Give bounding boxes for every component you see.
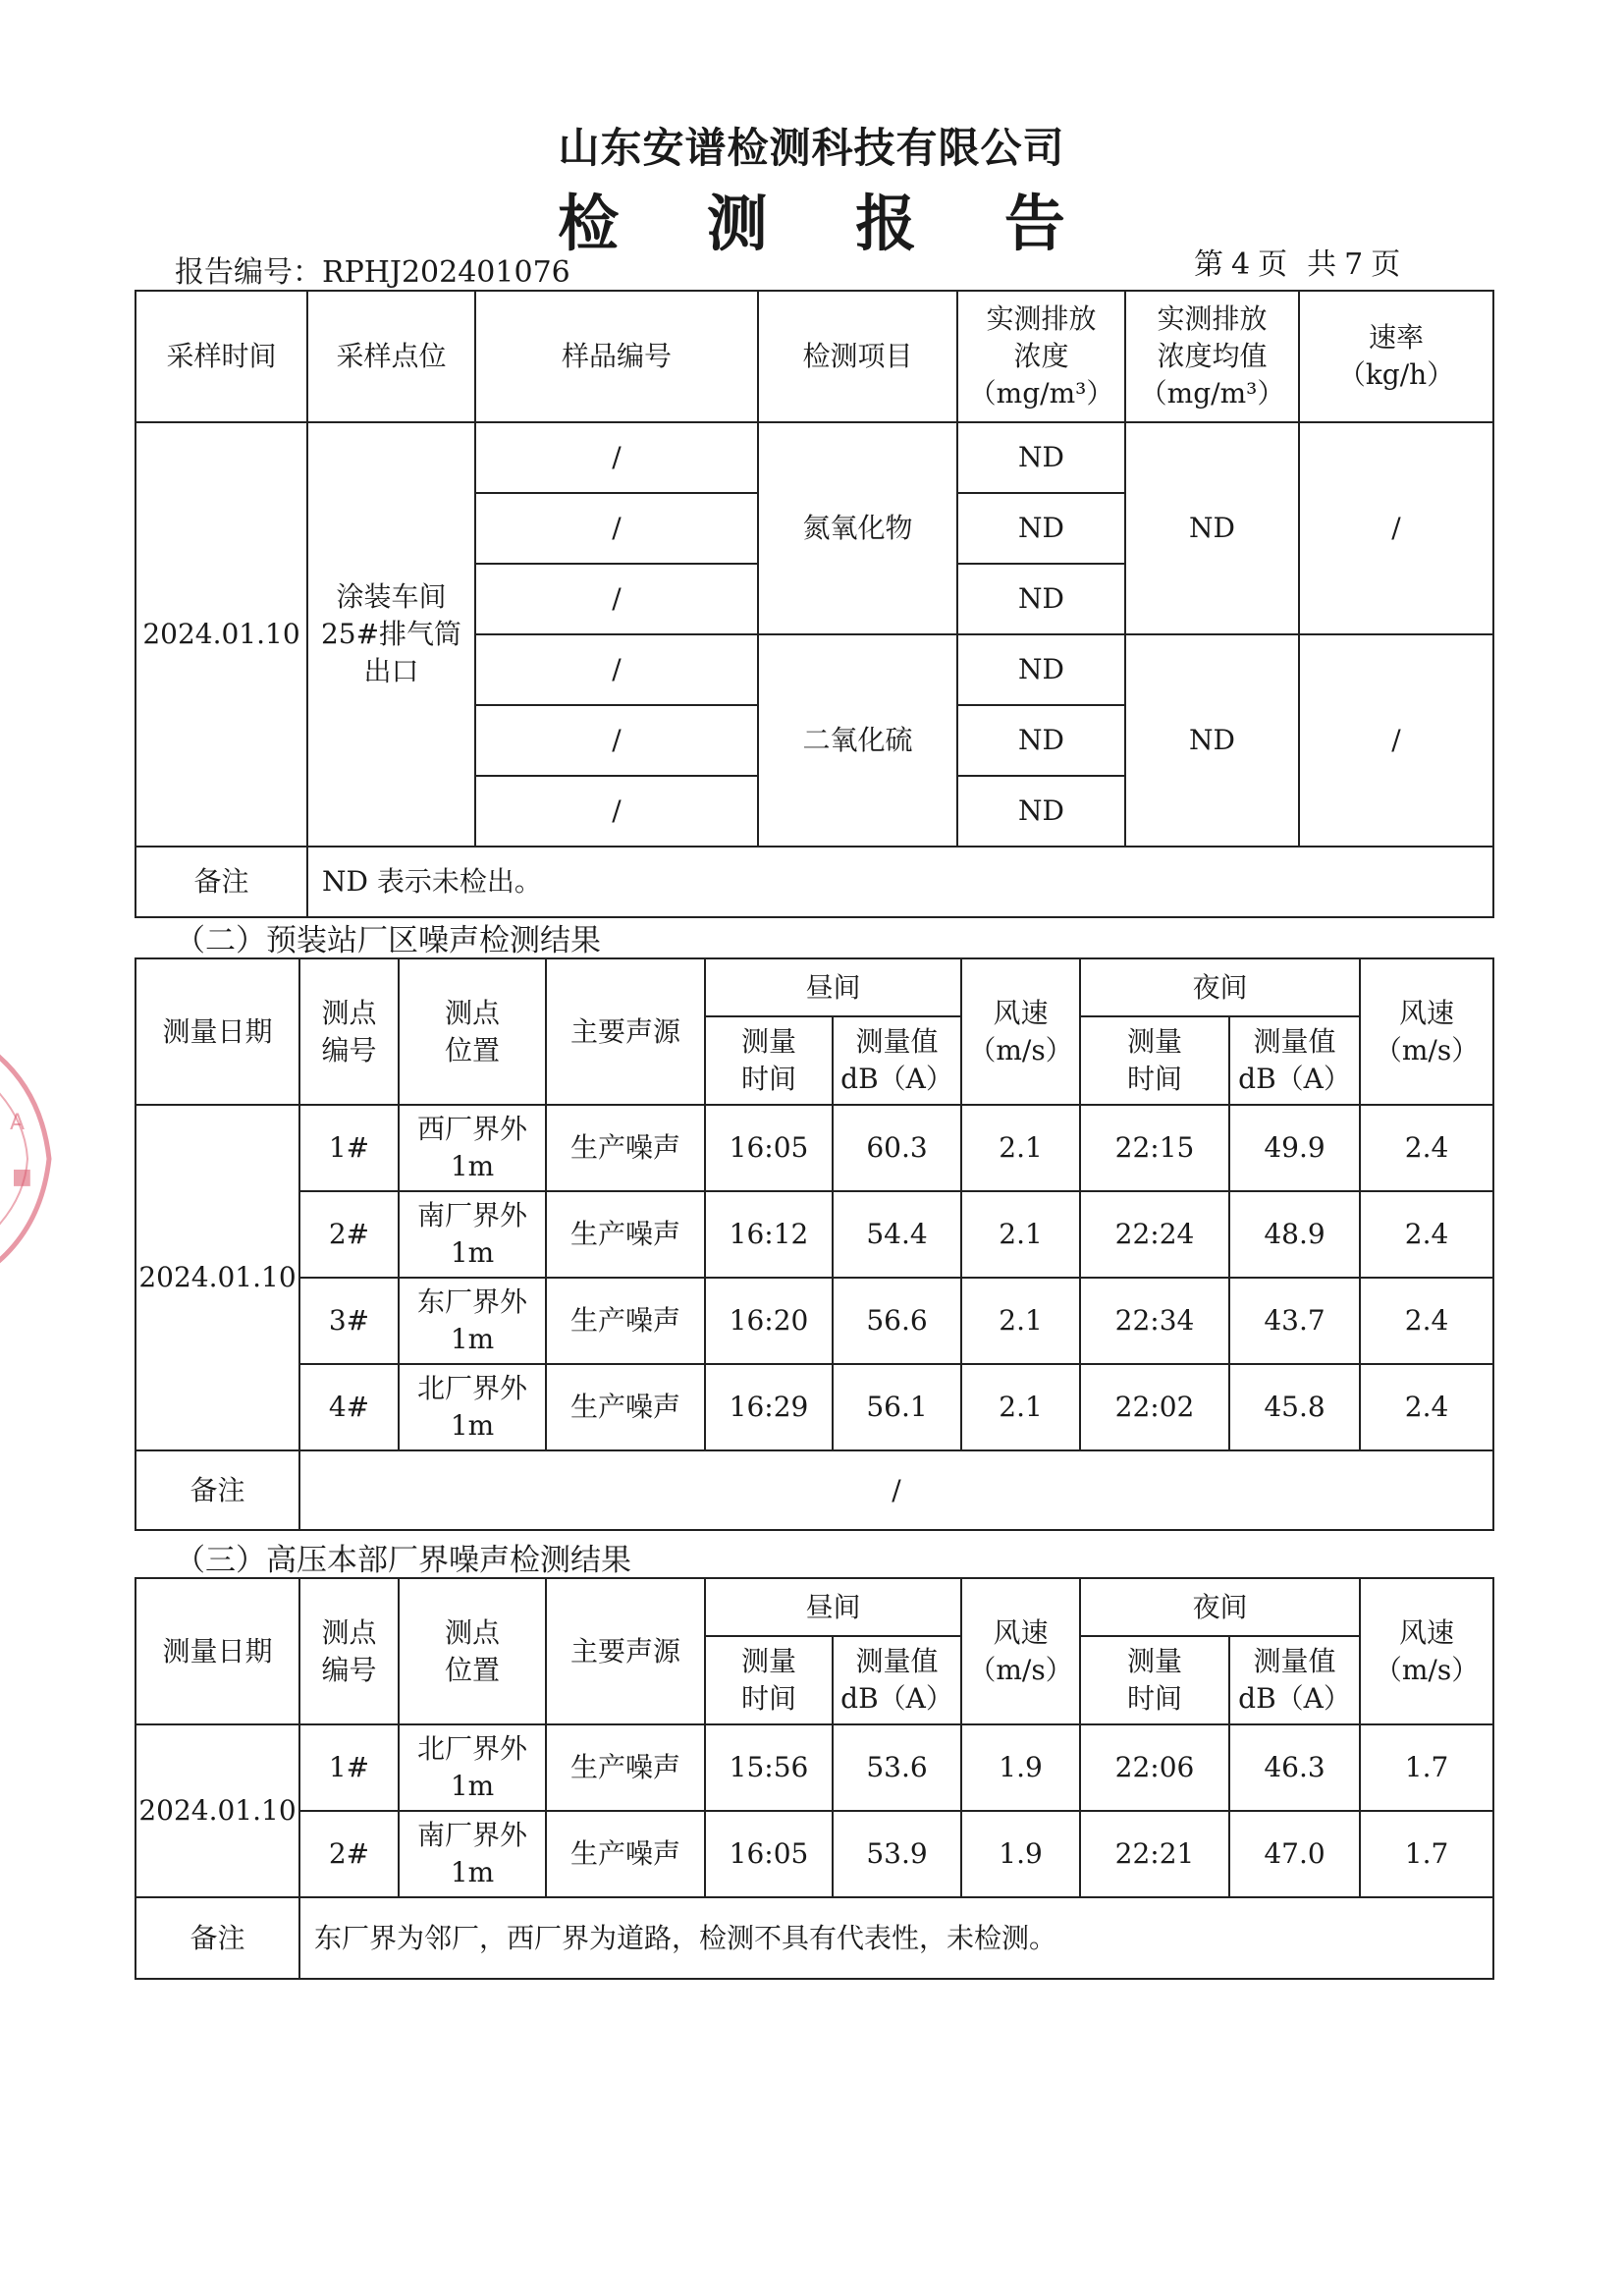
point-no: 4# bbox=[299, 1364, 399, 1450]
sample-no: / bbox=[475, 493, 758, 564]
document-title: 检 测 报 告 bbox=[558, 188, 1099, 259]
night-wind: 1.7 bbox=[1360, 1724, 1493, 1811]
header-day-value: 测量值 dB（A） bbox=[833, 1016, 961, 1105]
night-value: 43.7 bbox=[1229, 1278, 1360, 1364]
concentration: ND bbox=[957, 634, 1125, 705]
note-label: 备注 bbox=[135, 1897, 299, 1979]
header-date: 测量日期 bbox=[135, 1578, 299, 1724]
day-wind: 2.1 bbox=[961, 1364, 1080, 1450]
measurement-date: 2024.01.10 bbox=[135, 1105, 299, 1450]
day-time: 16:20 bbox=[705, 1278, 833, 1364]
header-day-time: 测量 时间 bbox=[705, 1636, 833, 1724]
header-day-wind: 风速 （m/s） bbox=[961, 1578, 1080, 1724]
svg-text:■: ■ bbox=[12, 1165, 32, 1189]
day-time: 16:05 bbox=[705, 1105, 833, 1191]
day-wind: 2.1 bbox=[961, 1105, 1080, 1191]
sample-no: / bbox=[475, 422, 758, 493]
noise-source: 生产噪声 bbox=[546, 1278, 705, 1364]
header-point-position: 测点 位置 bbox=[399, 958, 546, 1105]
concentration: ND bbox=[957, 422, 1125, 493]
header-point-position: 测点 位置 bbox=[399, 1578, 546, 1724]
night-wind: 2.4 bbox=[1360, 1105, 1493, 1191]
note-row bbox=[135, 847, 1493, 917]
day-value: 60.3 bbox=[833, 1105, 961, 1191]
night-wind: 1.7 bbox=[1360, 1811, 1493, 1897]
header-day-wind: 风速 （m/s） bbox=[961, 958, 1080, 1105]
sample-no: / bbox=[475, 564, 758, 634]
table-row bbox=[135, 1364, 1493, 1450]
noise-source: 生产噪声 bbox=[546, 1105, 705, 1191]
night-value: 47.0 bbox=[1229, 1811, 1360, 1897]
night-time: 22:15 bbox=[1080, 1105, 1229, 1191]
night-time: 22:02 bbox=[1080, 1364, 1229, 1450]
rate: / bbox=[1299, 422, 1493, 634]
day-wind: 2.1 bbox=[961, 1278, 1080, 1364]
header-concentration: 实测排放 浓度 （mg/m³） bbox=[957, 291, 1125, 422]
section-title-3: （三）高压本部厂界噪声检测结果 bbox=[175, 1543, 631, 1578]
note-label: 备注 bbox=[135, 847, 307, 917]
header-night-time: 测量 时间 bbox=[1080, 1016, 1229, 1105]
night-value: 48.9 bbox=[1229, 1191, 1360, 1278]
day-time: 16:29 bbox=[705, 1364, 833, 1450]
day-time: 16:12 bbox=[705, 1191, 833, 1278]
table-row bbox=[135, 1191, 1493, 1278]
night-wind: 2.4 bbox=[1360, 1278, 1493, 1364]
test-item: 二氧化硫 bbox=[758, 634, 957, 847]
day-value: 53.6 bbox=[833, 1724, 961, 1811]
header-point-no: 测点 编号 bbox=[299, 1578, 399, 1724]
test-item: 氮氧化物 bbox=[758, 422, 957, 634]
noise-source: 生产噪声 bbox=[546, 1364, 705, 1450]
noise-source: 生产噪声 bbox=[546, 1811, 705, 1897]
day-wind: 1.9 bbox=[961, 1811, 1080, 1897]
header-mean-concentration: 实测排放 浓度均值 （mg/m³） bbox=[1125, 291, 1299, 422]
note-row bbox=[135, 1450, 1493, 1530]
noise-table-1 bbox=[135, 957, 1494, 1531]
svg-text:A: A bbox=[10, 1111, 26, 1135]
concentration: ND bbox=[957, 564, 1125, 634]
sampling-location: 涂装车间 25#排气筒 出口 bbox=[307, 422, 475, 847]
point-no: 1# bbox=[299, 1724, 399, 1811]
point-no: 2# bbox=[299, 1191, 399, 1278]
note-text: ND 表示未检出。 bbox=[307, 847, 1493, 917]
table-row bbox=[135, 422, 1493, 493]
report-number: 报告编号：RPHJ202401076 bbox=[175, 255, 570, 290]
header-source: 主要声源 bbox=[546, 958, 705, 1105]
night-wind: 2.4 bbox=[1360, 1364, 1493, 1450]
night-time: 22:21 bbox=[1080, 1811, 1229, 1897]
day-time: 15:56 bbox=[705, 1724, 833, 1811]
seal-stamp bbox=[0, 1011, 59, 1306]
day-time: 16:05 bbox=[705, 1811, 833, 1897]
point-position: 北厂界外 1m bbox=[399, 1724, 546, 1811]
header-nighttime: 夜间 bbox=[1080, 958, 1360, 1016]
header-point-no: 测点 编号 bbox=[299, 958, 399, 1105]
concentration: ND bbox=[957, 493, 1125, 564]
header-nighttime: 夜间 bbox=[1080, 1578, 1360, 1636]
section-title-2: （二）预装站厂区噪声检测结果 bbox=[175, 923, 601, 958]
night-value: 46.3 bbox=[1229, 1724, 1360, 1811]
header-day-value: 测量值 dB（A） bbox=[833, 1636, 961, 1724]
point-no: 3# bbox=[299, 1278, 399, 1364]
point-position: 南厂界外 1m bbox=[399, 1191, 546, 1278]
header-night-time: 测量 时间 bbox=[1080, 1636, 1229, 1724]
rate: / bbox=[1299, 634, 1493, 847]
page-indicator: 第 4 页 共 7 页 bbox=[1194, 247, 1401, 282]
day-value: 54.4 bbox=[833, 1191, 961, 1278]
note-text: 东厂界为邻厂，西厂界为道路，检测不具有代表性，未检测。 bbox=[299, 1897, 1493, 1979]
concentration: ND bbox=[957, 705, 1125, 776]
table-row bbox=[135, 1278, 1493, 1364]
day-wind: 2.1 bbox=[961, 1191, 1080, 1278]
company-name: 山东安谱检测科技有限公司 bbox=[558, 124, 1065, 172]
point-no: 1# bbox=[299, 1105, 399, 1191]
noise-table-2 bbox=[135, 1577, 1494, 1980]
header-source: 主要声源 bbox=[546, 1578, 705, 1724]
night-value: 49.9 bbox=[1229, 1105, 1360, 1191]
table-row bbox=[135, 1724, 1493, 1811]
gas-result-table bbox=[135, 290, 1494, 918]
point-position: 东厂界外 1m bbox=[399, 1278, 546, 1364]
header-sample-no: 样品编号 bbox=[475, 291, 758, 422]
header-rate: 速率 （kg/h） bbox=[1299, 291, 1493, 422]
header-day-time: 测量 时间 bbox=[705, 1016, 833, 1105]
night-wind: 2.4 bbox=[1360, 1191, 1493, 1278]
note-row bbox=[135, 1897, 1493, 1979]
noise-source: 生产噪声 bbox=[546, 1191, 705, 1278]
header-test-item: 检测项目 bbox=[758, 291, 957, 422]
table-row bbox=[135, 1105, 1493, 1191]
night-time: 22:34 bbox=[1080, 1278, 1229, 1364]
gas-header-row bbox=[135, 291, 1493, 422]
mean-concentration: ND bbox=[1125, 634, 1299, 847]
night-time: 22:24 bbox=[1080, 1191, 1229, 1278]
table-row bbox=[135, 1811, 1493, 1897]
noise-header-row bbox=[135, 958, 1493, 1016]
header-night-wind: 风速 （m/s） bbox=[1360, 958, 1493, 1105]
sample-no: / bbox=[475, 705, 758, 776]
point-position: 北厂界外 1m bbox=[399, 1364, 546, 1450]
concentration: ND bbox=[957, 776, 1125, 847]
noise-header-row bbox=[135, 1578, 1493, 1636]
day-value: 53.9 bbox=[833, 1811, 961, 1897]
note-text: / bbox=[299, 1450, 1493, 1530]
note-label: 备注 bbox=[135, 1450, 299, 1530]
night-value: 45.8 bbox=[1229, 1364, 1360, 1450]
header-night-value: 测量值 dB（A） bbox=[1229, 1636, 1360, 1724]
day-value: 56.1 bbox=[833, 1364, 961, 1450]
header-daytime: 昼间 bbox=[705, 958, 961, 1016]
day-wind: 1.9 bbox=[961, 1724, 1080, 1811]
header-sampling-time: 采样时间 bbox=[135, 291, 307, 422]
header-date: 测量日期 bbox=[135, 958, 299, 1105]
day-value: 56.6 bbox=[833, 1278, 961, 1364]
sample-no: / bbox=[475, 634, 758, 705]
sampling-date: 2024.01.10 bbox=[135, 422, 307, 847]
point-position: 西厂界外 1m bbox=[399, 1105, 546, 1191]
header-sampling-location: 采样点位 bbox=[307, 291, 475, 422]
noise-source: 生产噪声 bbox=[546, 1724, 705, 1811]
header-night-value: 测量值 dB（A） bbox=[1229, 1016, 1360, 1105]
header-night-wind: 风速 （m/s） bbox=[1360, 1578, 1493, 1724]
point-no: 2# bbox=[299, 1811, 399, 1897]
measurement-date: 2024.01.10 bbox=[135, 1724, 299, 1897]
mean-concentration: ND bbox=[1125, 422, 1299, 634]
night-time: 22:06 bbox=[1080, 1724, 1229, 1811]
sample-no: / bbox=[475, 776, 758, 847]
point-position: 南厂界外 1m bbox=[399, 1811, 546, 1897]
header-daytime: 昼间 bbox=[705, 1578, 961, 1636]
